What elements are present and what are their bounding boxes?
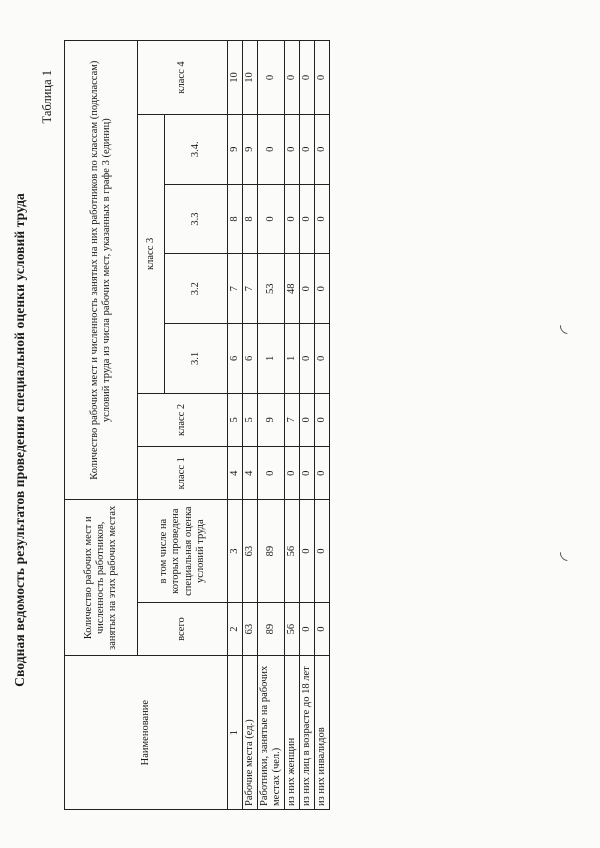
row-name: Работники, занятые на рабочих местах (чел.) [258,656,285,810]
table-row [243,41,258,810]
column-index: 8 [228,184,243,254]
cell-value: 0 [258,447,285,500]
cell-value: 0 [315,114,330,184]
column-index: 5 [228,393,243,446]
cell-value: 0 [300,447,315,500]
cell-value: 0 [258,41,285,115]
column-index: 10 [228,41,243,115]
row-name: из них женщин [285,656,300,810]
header-class-2: класс 2 [138,393,228,446]
cell-value: 48 [285,254,300,324]
cell-value: 0 [300,602,315,655]
header-assessed: в том числе на которых проведена специальная оценка условий труда [138,500,228,603]
rotated-content [12,30,600,810]
cell-value: 0 [285,114,300,184]
cell-value: 0 [315,602,330,655]
table-row [315,41,330,810]
column-index: 4 [228,447,243,500]
cell-value: 0 [315,184,330,254]
cell-value: 0 [300,393,315,446]
cell-value: 10 [243,41,258,115]
cell-value: 0 [300,184,315,254]
header-class-3-4: 3.4. [165,114,228,184]
cell-value: 63 [243,602,258,655]
row-name: из них лиц в возрасте до 18 лет [300,656,315,810]
cell-value: 56 [285,602,300,655]
cell-value: 4 [243,447,258,500]
cell-value: 0 [315,393,330,446]
cell-value: 0 [300,324,315,394]
header-class-3-1: 3.1 [165,324,228,394]
cell-value: 1 [258,324,285,394]
table-row [300,41,315,810]
column-index: 6 [228,324,243,394]
cell-value: 0 [315,41,330,115]
cell-value: 0 [315,500,330,603]
cell-value: 7 [243,254,258,324]
row-name: из них инвалидов [315,656,330,810]
cell-value: 0 [315,324,330,394]
cell-value: 0 [300,41,315,115]
row-name: Рабочие места (ед.) [243,656,258,810]
header-classes: Количество рабочих мест и численность занятых на них работников по классам (подклассам) условий труда из числа рабочих мест, указанных в графе 3 (единиц) [65,41,138,500]
header-class-4: класс 4 [138,41,228,115]
column-index: 9 [228,114,243,184]
column-index: 7 [228,254,243,324]
cell-value: 0 [300,114,315,184]
cell-value: 0 [285,447,300,500]
cell-value: 9 [258,393,285,446]
table-row [285,41,300,810]
cell-value: 89 [258,602,285,655]
column-index: 3 [228,500,243,603]
cell-value: 9 [243,114,258,184]
header-total: всего [138,602,228,655]
column-index: 1 [228,656,243,810]
cell-value: 0 [285,41,300,115]
cell-value: 0 [285,184,300,254]
cell-value: 0 [315,447,330,500]
header-workplaces-count: Количество рабочих мест и численность работников, занятых на этих рабочих местах [65,500,138,656]
document-title: Сводная ведомость результатов проведения специальной оценки условий труда [12,193,27,687]
cell-value: 56 [285,500,300,603]
column-index-row [228,41,243,810]
table-label: Таблица 1 [40,70,54,124]
header-name: Наименование [65,656,228,810]
cell-value: 0 [315,254,330,324]
table-row [258,41,285,810]
header-class-3-3: 3.3 [165,184,228,254]
cell-value: 89 [258,500,285,603]
cell-value: 63 [243,500,258,603]
column-index: 2 [228,602,243,655]
cell-value: 0 [258,184,285,254]
cell-value: 0 [300,254,315,324]
header-class-3: класс 3 [138,114,165,393]
header-class-1: класс 1 [138,447,228,500]
cell-value: 0 [258,114,285,184]
cell-value: 8 [243,184,258,254]
cell-value: 53 [258,254,285,324]
cell-value: 5 [243,393,258,446]
summary-table [64,40,330,810]
cell-value: 6 [243,324,258,394]
cell-value: 0 [300,500,315,603]
header-class-3-2: 3.2 [165,254,228,324]
cell-value: 1 [285,324,300,394]
cell-value: 7 [285,393,300,446]
